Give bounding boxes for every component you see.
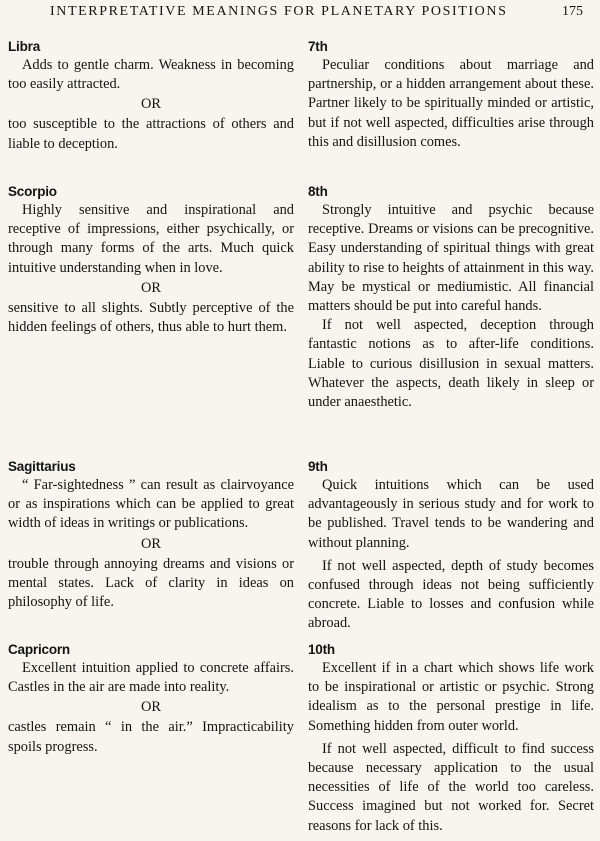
paragraph: Quick intuitions which can be used advantageously in serious study and for work to be published. Travel tends to be wandering and without planning. [308,477,594,551]
positive-reading: Highly sensitive and inspirational and receptive of impressions, either psychically, or through many forms of the arts. Much quick intuitive understanding when in love. [8,202,294,276]
or-divider: OR [141,96,161,113]
entry-libra [8,38,294,154]
or-divider: OR [141,699,161,716]
entry-7th-house [308,38,594,152]
negative-reading: sensitive to all slights. Subtly perceptive of the hidden feelings of others, thus able to hurt them. [8,299,294,336]
paragraph: Strongly intuitive and psychic because receptive. Dreams or visions can be precognitive. Easy understanding of spiritual things with great ability to rise to heights of attainment in this way. May be mystical or mediumistic. All financial matters should be put into careful hands. [308,202,594,315]
paragraph: If not well aspected, depth of study becomes confused through ideas not being sufficiently concrete. Liable to losses and confusion while abroad. [308,557,594,632]
section-heading: 8th [308,184,328,199]
entry-capricorn [8,641,294,757]
positive-reading: Excellent intuition applied to concrete affairs. Castles in the air are made into reality. [8,660,294,696]
entry-10th-house [308,641,594,836]
paragraph: Excellent if in a chart which shows life work to be inspirational or artistic or psychic. Strong idealism as to the personal prestige in life. Something hidden from outer world. [308,660,594,734]
or-divider: OR [141,279,161,296]
section-heading: 7th [308,39,328,54]
section-heading: 9th [308,459,328,474]
section-heading: Sagittarius [8,459,76,474]
section-heading: Scorpio [8,184,57,199]
entry-scorpio [8,183,294,337]
section-heading: 10th [308,642,335,657]
entry-9th-house [308,458,594,634]
page-number: 175 [562,4,583,19]
section-heading: Capricorn [8,642,70,657]
section-heading: Libra [8,39,41,54]
positive-reading: “ Far-sightedness ” can result as clairvoyance or as inspirations which can be applied to great width of ideas in writings or publications. [8,477,294,532]
negative-reading: too susceptible to the attractions of others and liable to deception. [8,116,294,152]
or-divider: OR [141,535,161,552]
negative-reading: castles remain “ in the air.” Impracticability spoils progress. [8,719,294,755]
positive-reading: Adds to gentle charm. Weakness in becoming too easily attracted. [8,57,294,93]
paragraph: If not well aspected, difficult to find success because necessary application to the usual necessities of life of the world too careless. Success imagined but not worked for. Secret reasons for lack of this. [308,740,594,834]
paragraph: Peculiar conditions about marriage and partnership, or a hidden arrangement about these. Partner likely to be spiritually minded or artistic, but if not well aspected, difficulties arise through this and disillusion comes. [308,57,594,150]
running-title: INTERPRETATIVE MEANINGS FOR PLANETARY POSITIONS [50,4,508,19]
running-head [0,4,600,24]
entry-8th-house [308,183,594,412]
entry-sagittarius [8,458,294,612]
negative-reading: trouble through annoying dreams and visions or mental states. Lack of clarity in ideas on philosophy of life. [8,555,294,611]
paragraph: If not well aspected, deception through fantastic notions as to after-life conditions. Liable to curious disillusion in sexual matters. Whatever the aspects, death likely in sleep or under anaesthetic. [308,317,594,411]
